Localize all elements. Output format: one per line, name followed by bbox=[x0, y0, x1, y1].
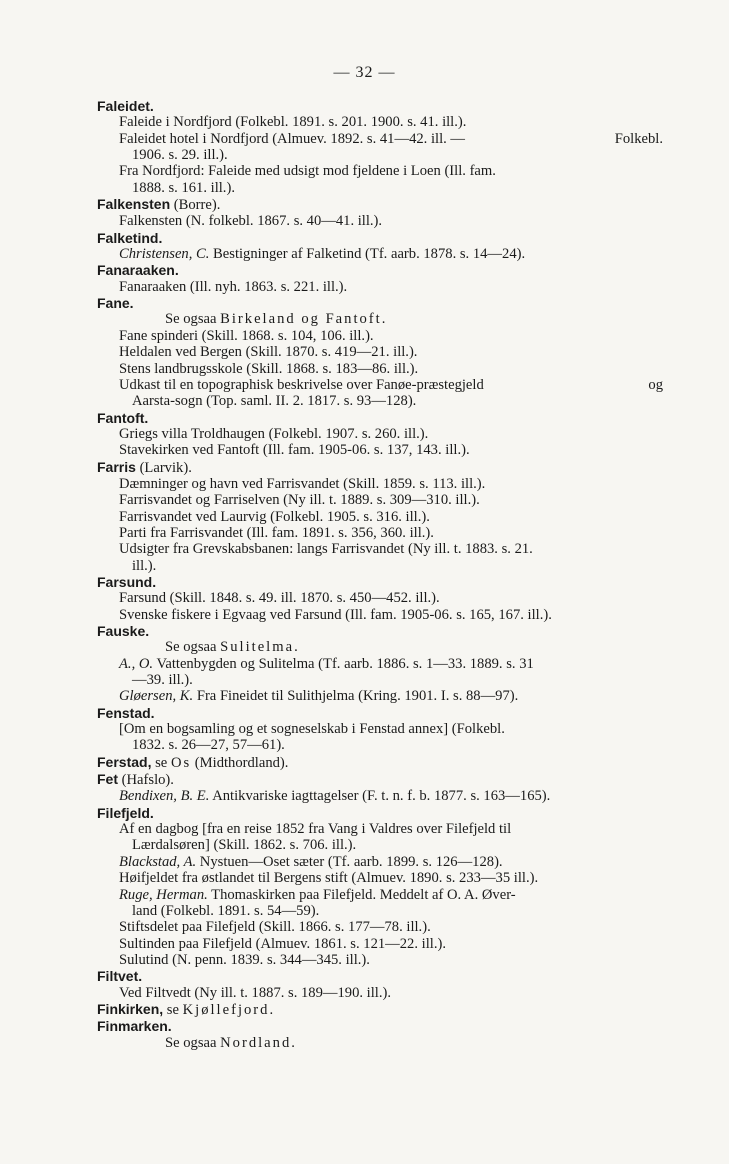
entry-heading: Filefjeld. bbox=[97, 804, 154, 821]
see-also-label: Se ogsaa bbox=[165, 1034, 221, 1051]
see-also-label: Se ogsaa bbox=[165, 639, 221, 656]
see-also-label: Se ogsaa bbox=[165, 311, 221, 328]
entry-heading: Fanaraaken. bbox=[97, 262, 179, 279]
continuation-line: land (Folkebl. 1891. s. 54—59). bbox=[132, 902, 320, 919]
reference-line: Udsigter fra Grevskabsbanen: langs Farrisvandet (Ny ill. t. 1883. s. 21. bbox=[119, 541, 533, 558]
reference-text: Bestigninger af Falketind (Tf. aarb. 1878. s. 14—24). bbox=[209, 246, 526, 263]
see-label: se bbox=[151, 754, 171, 771]
author-name: A., O. bbox=[119, 655, 154, 672]
reference-line bbox=[97, 854, 663, 870]
reference-line: Stens landbrugsskole (Skill. 1868. s. 183—86. ill.). bbox=[119, 360, 419, 377]
reference-text: Fra Fineidet til Sulithjelma (Kring. 1901. I. s. 88—97). bbox=[193, 688, 519, 705]
entry-heading: Farris bbox=[97, 458, 136, 475]
entry-heading: Fet bbox=[97, 771, 118, 788]
entry-heading-line bbox=[97, 1001, 663, 1018]
reference-line bbox=[97, 163, 663, 179]
entry-heading-line bbox=[97, 771, 663, 788]
author-name: Blackstad, A. bbox=[119, 853, 197, 870]
reference-line: Svenske fiskere i Egvaag ved Farsund (Ill. fam. 1905-06. s. 165, 167. ill.). bbox=[119, 606, 552, 623]
entry-heading: Fenstad. bbox=[97, 704, 155, 721]
entry-heading: Finkirken, bbox=[97, 1000, 164, 1017]
reference-line bbox=[97, 688, 663, 704]
reference-line bbox=[97, 131, 663, 147]
continuation-line: Lærdalsøren] (Skill. 1862. s. 706. ill.). bbox=[132, 837, 357, 854]
reference-line: Høifjeldet fra østlandet til Bergens stift (Almuev. 1890. s. 233—35 ill.). bbox=[119, 870, 539, 887]
entry-qualifier: (Larvik). bbox=[135, 459, 192, 476]
reference-line: Griegs villa Troldhaugen (Folkebl. 1907. s. 260. ill.). bbox=[119, 425, 429, 442]
reference-text: Thomaskirken paa Filefjeld. Meddelt af O. A. Øver- bbox=[207, 886, 516, 903]
entry-heading: Faleidet. bbox=[97, 98, 154, 114]
entry-heading-line bbox=[97, 196, 663, 213]
cross-reference: Nordland. bbox=[220, 1034, 297, 1051]
reference-text: Faleidet hotel i Nordfjord (Almuev. 1892. s. 41—42. ill. — bbox=[119, 130, 466, 147]
reference-line: Falkensten (N. folkebl. 1867. s. 40—41. ill.). bbox=[119, 213, 383, 230]
see-label: se bbox=[163, 1001, 183, 1018]
reference-line: Parti fra Farrisvandet (Ill. fam. 1891. s. 356, 360. ill.). bbox=[119, 524, 434, 541]
reference-line: [Om en bogsamling og et sogneselskab i Fenstad annex] (Folkebl. bbox=[119, 721, 505, 738]
continuation-line: ill.). bbox=[132, 557, 157, 574]
reference-line bbox=[97, 377, 663, 393]
reference-text: og bbox=[648, 376, 663, 393]
reference-line: Fane spinderi (Skill. 1868. s. 104, 106. ill.). bbox=[119, 327, 374, 344]
entry-qualifier: (Hafslo). bbox=[118, 772, 174, 789]
entry-heading: Fantoft. bbox=[97, 409, 149, 426]
reference-line: Af en dagbog [fra en reise 1852 fra Vang i Valdres over Filefjeld til bbox=[119, 821, 512, 838]
page-number: — 32 — bbox=[333, 64, 396, 81]
author-name: Ruge, Herman. bbox=[119, 886, 208, 903]
continuation-line: Aarsta-sogn (Top. saml. II. 2. 1817. s. 93—128). bbox=[132, 393, 417, 410]
entry-heading: Filtvet. bbox=[97, 968, 143, 985]
reference-text: Fra Nordfjord: Faleide med udsigt mod fjeldene i Loen (Ill. fam. bbox=[119, 163, 496, 180]
entry-heading: Ferstad, bbox=[97, 753, 152, 770]
see-also-line bbox=[97, 311, 663, 327]
reference-text: Udkast til en topographisk beskrivelse over Fanøe-præstegjeld bbox=[119, 376, 484, 393]
continuation-line: 1832. s. 26—27, 57—61). bbox=[132, 737, 285, 754]
reference-line: Heldalen ved Bergen (Skill. 1870. s. 419—21. ill.). bbox=[119, 344, 418, 361]
cross-reference: Kjøllefjord. bbox=[182, 1001, 276, 1018]
cross-reference: Sulitelma. bbox=[220, 639, 300, 656]
reference-line: Ved Filtvedt (Ny ill. t. 1887. s. 189—190. ill.). bbox=[119, 984, 392, 1001]
reference-text: Vattenbygden og Sulitelma (Tf. aarb. 1886. s. 1—33. 1889. s. 31 bbox=[153, 655, 534, 672]
reference-text: Antikvariske iagttagelser (F. t. n. f. b. 1877. s. 163—165). bbox=[209, 788, 551, 805]
author-name: Christensen, C. bbox=[119, 246, 210, 263]
reference-line: Farsund (Skill. 1848. s. 49. ill. 1870. s. 450—452. ill.). bbox=[119, 590, 440, 607]
entry-heading-line bbox=[97, 754, 663, 771]
reference-line: Faleide i Nordfjord (Folkebl. 1891. s. 201. 1900. s. 41. ill.). bbox=[119, 114, 467, 131]
reference-line: Sulutind (N. penn. 1839. s. 344—345. ill.). bbox=[119, 951, 370, 968]
entry-heading: Fauske. bbox=[97, 623, 150, 639]
entry-heading: Falkensten bbox=[97, 196, 171, 213]
reference-text: Nystuen—Oset sæter (Tf. aarb. 1899. s. 126—128). bbox=[196, 853, 503, 870]
author-name: Gløersen, K. bbox=[119, 688, 194, 705]
reference-line bbox=[97, 788, 663, 804]
reference-line: Fanaraaken (Ill. nyh. 1863. s. 221. ill.). bbox=[119, 278, 348, 295]
reference-line bbox=[97, 246, 663, 262]
continuation-line: —39. ill.). bbox=[132, 672, 193, 689]
author-name: Bendixen, B. E. bbox=[119, 788, 210, 805]
cross-reference: Birkeland og Fantoft. bbox=[220, 311, 388, 328]
entry-qualifier: (Borre). bbox=[170, 197, 221, 214]
reference-text: Folkebl. bbox=[614, 130, 663, 147]
continuation-line: 1906. s. 29. ill.). bbox=[132, 147, 228, 164]
reference-line: Farrisvandet ved Laurvig (Folkebl. 1905. s. 316. ill.). bbox=[119, 508, 430, 525]
entry-heading: Fane. bbox=[97, 295, 134, 312]
index-page bbox=[97, 98, 663, 1051]
see-also-line bbox=[97, 639, 663, 655]
continuation-line: 1888. s. 161. ill.). bbox=[132, 179, 235, 196]
reference-line bbox=[97, 887, 663, 903]
reference-line: Dæmninger og havn ved Farrisvandet (Skill. 1859. s. 113. ill.). bbox=[119, 475, 486, 492]
reference-line: Stiftsdelet paa Filefjeld (Skill. 1866. s. 177—78. ill.). bbox=[119, 919, 431, 936]
see-also-line bbox=[97, 1035, 663, 1051]
reference-line: Sultinden paa Filefjeld (Almuev. 1861. s. 121—22. ill.). bbox=[119, 935, 446, 952]
entry-heading: Finmarken. bbox=[97, 1018, 172, 1035]
entry-heading: Falketind. bbox=[97, 229, 163, 246]
entry-heading-line bbox=[97, 459, 663, 476]
reference-line bbox=[97, 656, 663, 672]
entry-qualifier: (Midthordland). bbox=[191, 754, 289, 771]
reference-line: Stavekirken ved Fantoft (Ill. fam. 1905-06. s. 137, 143. ill.). bbox=[119, 442, 470, 459]
cross-reference: Os bbox=[170, 754, 192, 771]
reference-line: Farrisvandet og Farriselven (Ny ill. t. 1889. s. 309—310. ill.). bbox=[119, 492, 480, 509]
entry-heading: Farsund. bbox=[97, 573, 157, 590]
